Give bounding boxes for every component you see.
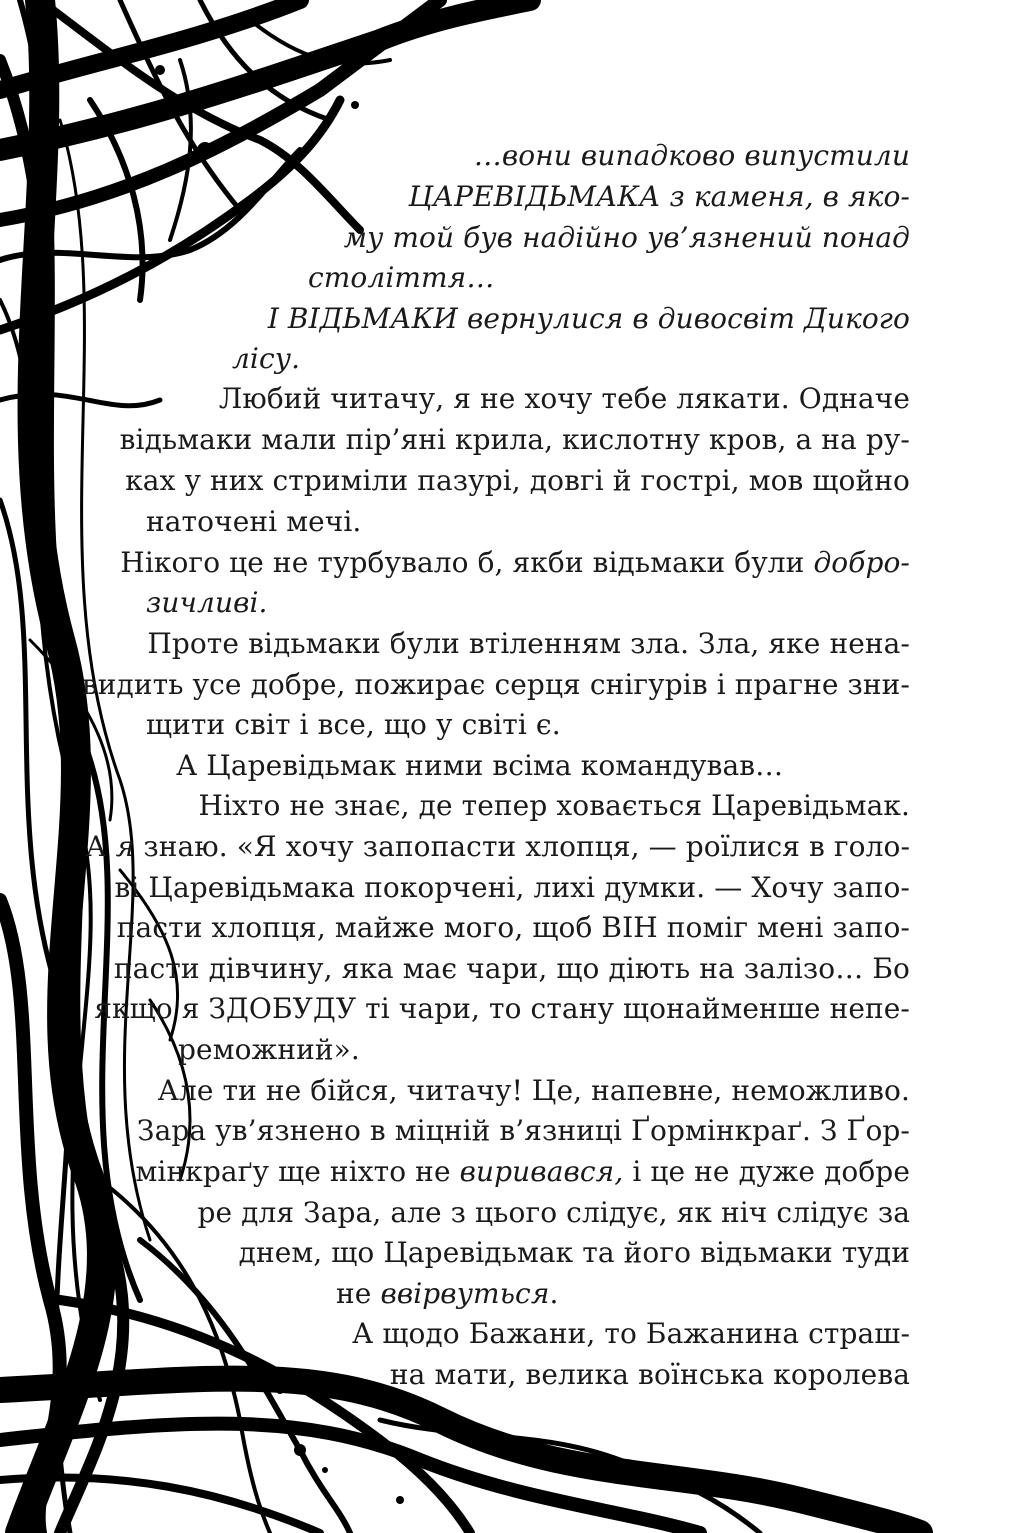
text-line: А я знаю. «Я хочу запопасти хлопця, — роїлися в голо- <box>85 830 910 863</box>
text-line: якщо я ЗДОБУДУ ті чари, то стану щонайменше непе- <box>94 992 910 1025</box>
text-line: не ввірвуться. <box>336 1277 559 1310</box>
text-line: Любий читачу, я не хочу тебе лякати. Одначе <box>218 382 910 415</box>
text-line: …вони випадково випустили <box>473 139 910 172</box>
text-line: ках у них стриміли пазурі, довгі й гострі, мов щойно <box>125 464 910 497</box>
text-line: Але ти не бійся, читачу! Це, напевне, неможливо. <box>157 1074 910 1107</box>
text-line: пасти хлопця, майже мого, щоб ВІН поміг мені запо- <box>116 911 910 944</box>
text-line: Нікого це не турбувало б, якби відьмаки були добро- <box>120 546 910 579</box>
text-line: ЦАРЕВІДЬМАКА з каменя, в яко- <box>408 180 910 213</box>
text-line: лісу. <box>232 342 301 375</box>
text-line: А Царевідьмак ними всіма командував… <box>176 749 784 782</box>
text-line: видить усе добре, пожирає серця снігурів і прагне зни- <box>81 668 910 701</box>
text-line: мінкраґу ще ніхто не виривався, і це не дуже добре <box>135 1155 910 1188</box>
text-line: ре для Зара, але з цього слідує, як ніч слідує за <box>197 1196 910 1229</box>
text-line: му той був надійно ув’язнений понад <box>343 221 910 254</box>
text-line: ві Царевідьмака покорчені, лихі думки. — Хочу запо- <box>114 871 910 904</box>
text-line: А щодо Бажани, то Бажанина страш- <box>352 1317 910 1350</box>
text-line: щити світ і все, що у світі є. <box>146 708 561 741</box>
text-line: Проте відьмаки були втіленням зла. Зла, яке нена- <box>147 627 910 660</box>
text-line: І ВІДЬМАКИ вернулися в дивосвіт Дикого <box>267 302 910 335</box>
text-line: століття… <box>308 261 495 294</box>
text-line: відьмаки мали пір’яні крила, кислотну кров, а на ру- <box>119 423 910 456</box>
text-line: Зара ув’язнено в міцній в’язниці Ґормінкраґ. З Ґор- <box>137 1114 910 1147</box>
text-line: пасти дівчину, яка має чари, що діють на залізо… Бо <box>113 952 910 985</box>
text-line: Ніхто не знає, де тепер ховається Царевідьмак. <box>198 789 910 822</box>
text-line: наточені мечі. <box>146 505 362 538</box>
text-line: зичливі. <box>146 586 268 619</box>
text-line: на мати, велика воїнська королева <box>389 1358 910 1391</box>
text-line: днем, що Царевідьмак та його відьмаки туди <box>238 1236 910 1269</box>
text-line: реможний». <box>178 1033 360 1066</box>
